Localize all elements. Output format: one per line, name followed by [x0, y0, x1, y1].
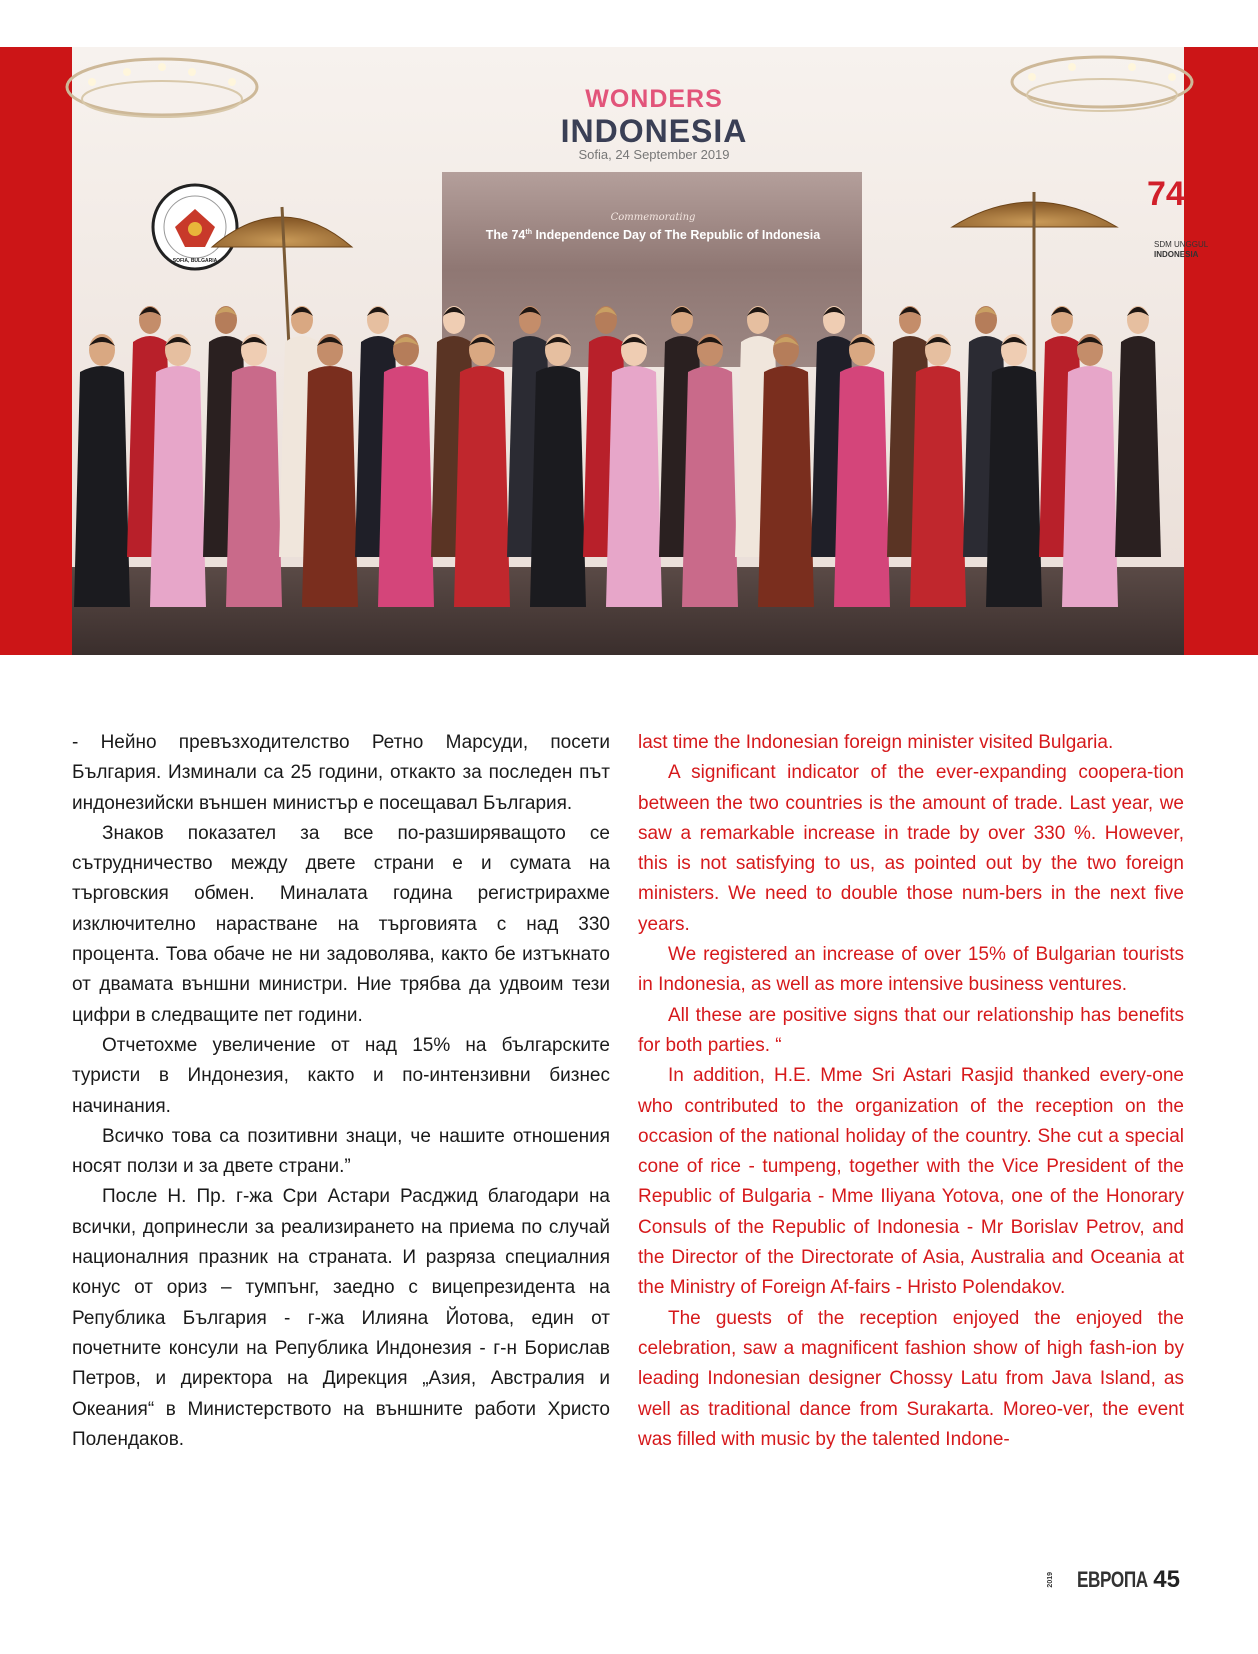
en-paragraph-1: last time the Indonesian foreign minister visited Bulgaria.: [638, 732, 1114, 753]
group-of-guests: [74, 306, 1161, 607]
svg-text:SDM UNGGUL: SDM UNGGUL: [1154, 240, 1209, 249]
en-paragraph-2: A significant indicator of the ever-expanding coopera-tion between the two countries is the amount of trade. Last year, we saw a remarkable increase in trade by over 330 %. However, this is not satisfying to us, as pointed out by the two foreign ministers. We need to double those num-bers in the next five years.: [638, 762, 1184, 935]
guest-body: [226, 366, 282, 607]
guest-body: [606, 366, 662, 607]
guest-body: [530, 366, 586, 607]
en-paragraph-4: All these are positive signs that our relationship has benefits for both parties. “: [638, 1004, 1184, 1056]
guest-body: [758, 366, 814, 607]
banner-title-line2: INDONESIA: [560, 113, 748, 149]
guest-body: [74, 366, 130, 607]
guest-body: [150, 366, 206, 607]
guest-body: [682, 366, 738, 607]
magazine-name: ЕВРОПА: [1076, 1567, 1148, 1592]
screen-main-line: The 74th Independence Day of The Republic of Indonesia: [485, 228, 821, 242]
bg-paragraph-2: Знаков показател за все по-разширяващото се сътрудничество между двете страни е и сумата на търговския обмен. Миналата година регистрирахме изключително нарастване на търговията с над 330 процента. Това обаче не ни задоволява, както бе изтъкнато от двамата външни министри. Ние трябва да удвоим тези цифри в следващите пет години.: [72, 822, 610, 1026]
magazine-logo: [1047, 1567, 1148, 1593]
emblem-caption: SOFIA, BULGARIA: [172, 258, 218, 264]
screen-script-line: Commemorating: [610, 212, 696, 223]
en-paragraph-3: We registered an increase of over 15% of Bulgarian tourists in Indonesia, as well as more intensive business ventures.: [638, 944, 1184, 996]
svg-text:74: 74: [1147, 175, 1185, 213]
article-column-bulgarian: [72, 728, 610, 1455]
banner-title-line1: WONDERS: [585, 85, 723, 113]
en-paragraph-5: In addition, H.E. Mme Sri Astari Rasjid thanked every-one who contributed to the organization of the reception on the occasion of the national holiday of the country. She cut a special cone of rice - tumpeng, together with the Vice President of the Republic of Bulgaria - Mme Iliyana Yotova, one of the Honorary Consuls of the Republic of Indonesia - Mr Borislav Petrov, and the Director of the Directorate of Asia, Australia and Oceania at the Ministry of Foreign Af-fairs - Hristo Polendakov.: [638, 1065, 1184, 1299]
guest-body: [986, 366, 1042, 607]
bg-paragraph-5: После Н. Пр. г-жа Сри Астари Расджид благодари на всички, допринесли за реализирането на приема по случай националния празник на страната. И разряза специалния конус от ориз – тумпънг, заедно с вицепрезидента на Република България - г-жа Илияна Йотова, един от почетните консули на Република Индонезия - г-н Борислав Петров, и директора на Дирекция „Азия, Австралия и Океания“ в Министерството на външните работи Христо Полендаков.: [72, 1186, 610, 1450]
guest-body: [834, 366, 890, 607]
guest-body: [1115, 336, 1161, 557]
guest-body: [1062, 366, 1118, 607]
page-number: 45: [1153, 1566, 1180, 1593]
guest-body: [378, 366, 434, 607]
guest-body: [302, 366, 358, 607]
event-photo: [72, 47, 1209, 655]
guest-body: [454, 366, 510, 607]
svg-text:INDONESIA: INDONESIA: [1154, 250, 1199, 259]
banner-subtitle: Sofia, 24 September 2019: [578, 147, 730, 162]
bg-paragraph-1: - Нейно превъзходителство Ретно Марсуди, посети България. Изминали са 25 години, откакто за последен път индонезийски външен министър е посещавал България.: [72, 732, 610, 814]
article-column-english: [638, 728, 1184, 1455]
bg-paragraph-4: Всичко това са позитивни знаци, че нашите отношения носят ползи и за двете страни.”: [72, 1125, 610, 1178]
guest-body: [910, 366, 966, 607]
magazine-year: 2019: [1046, 1572, 1054, 1588]
en-paragraph-6: The guests of the reception enjoyed the enjoyed the celebration, saw a magnificent fashion show of high fash-ion by leading Indonesian designer Chossy Latu from Java Island, as well as traditional dance from Surakarta. Moreo-ver, the event was filled with music by the talented Indone-: [638, 1307, 1184, 1450]
wonders-indonesia-banner: [561, 85, 748, 162]
projection-screen: [442, 172, 862, 367]
page-footer: [1047, 1566, 1180, 1594]
bg-paragraph-3: Отчетохме увеличение от над 15% на българските туристи в Индонезия, както и по-интензивни бизнес начинания.: [72, 1034, 610, 1117]
embassy-emblem: [153, 185, 237, 269]
